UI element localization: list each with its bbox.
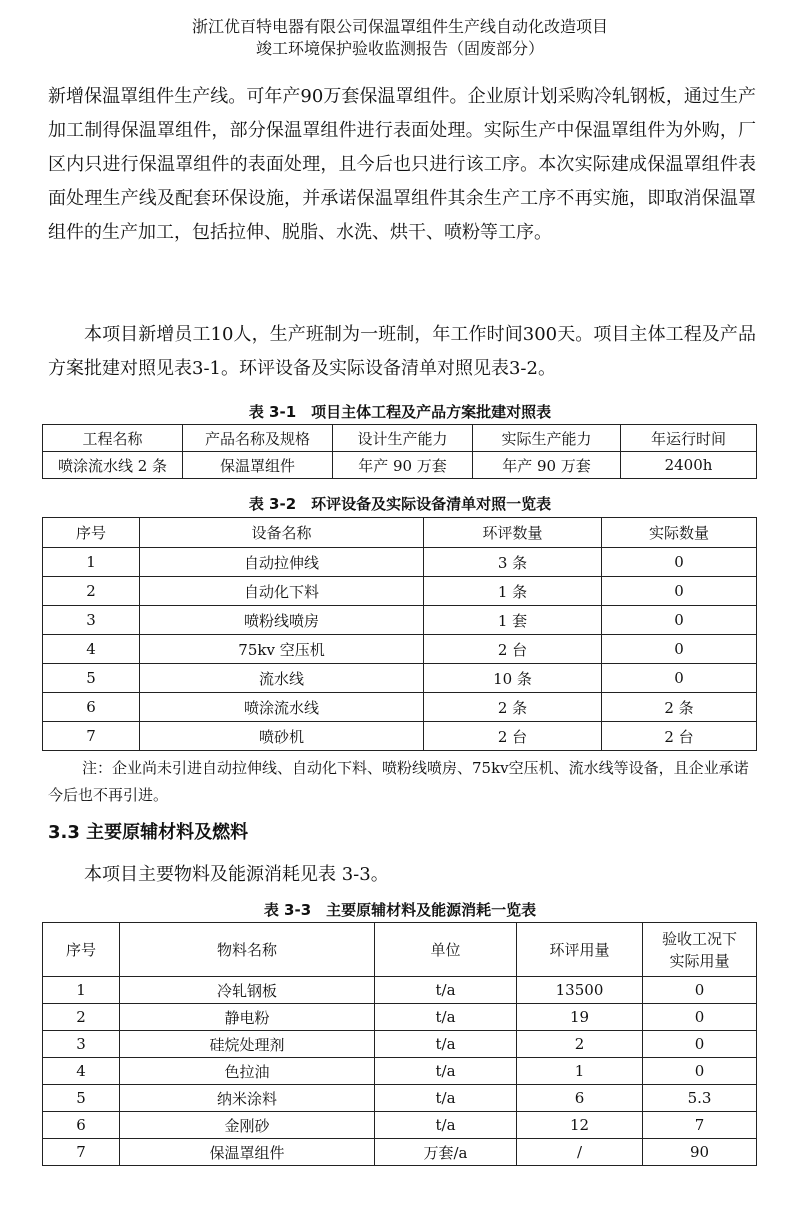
table3-cell: t/a (375, 977, 517, 1004)
table2-header-cell: 序号 (43, 518, 140, 548)
table2-cell: 0 (602, 548, 757, 577)
table1-cell: 喷涂流水线 2 条 (43, 452, 183, 479)
table3-cell: 2 (517, 1031, 643, 1058)
table3-cell: 13500 (517, 977, 643, 1004)
table3-cell: 0 (643, 1004, 757, 1031)
table3-cell: t/a (375, 1031, 517, 1058)
table2-row (43, 693, 757, 722)
table3-cell: 金刚砂 (120, 1112, 375, 1139)
table3-cell: 3 (43, 1031, 120, 1058)
table2-row (43, 635, 757, 664)
table3-cell: 19 (517, 1004, 643, 1031)
header-line-1: 浙江优百特电器有限公司保温罩组件生产线自动化改造项目 (191, 17, 608, 36)
section-intro: 本项目主要物料及能源消耗见表 3-3。 (84, 864, 389, 885)
table2-cell: 2 台 (602, 722, 757, 751)
table2-cell: 0 (602, 577, 757, 606)
table3-header-line: 验收工况下 (661, 929, 737, 948)
table3-cell: 硅烷处理剂 (120, 1031, 375, 1058)
header-line-2: 竣工环境保护验收监测报告（固废部分） (255, 39, 544, 58)
table2-header-row (43, 518, 757, 548)
table1-header-cell: 产品名称及规格 (183, 425, 333, 452)
table2-cell: 0 (602, 635, 757, 664)
table1-cell: 年产 90 万套 (333, 452, 473, 479)
table3-cell: / (517, 1139, 643, 1166)
table2-cell: 10 条 (424, 664, 602, 693)
table3-header-cell: 序号 (43, 923, 120, 977)
table2-cell: 喷涂流水线 (140, 693, 424, 722)
table3-cell: 冷轧钢板 (120, 977, 375, 1004)
table2-row (43, 722, 757, 751)
table-3-1 (42, 424, 757, 479)
table1-header-cell: 设计生产能力 (333, 425, 473, 452)
table2-cell: 3 (43, 606, 140, 635)
table2-cell: 0 (602, 664, 757, 693)
table3-cell: 90 (643, 1139, 757, 1166)
table3-caption: 表 3-3 主要原辅材料及能源消耗一览表 (263, 901, 537, 919)
table2-cell: 7 (43, 722, 140, 751)
table2-cell: 2 (43, 577, 140, 606)
table3-cell: 5.3 (643, 1085, 757, 1112)
table2-cell: 75kv 空压机 (140, 635, 424, 664)
table3-cell: t/a (375, 1112, 517, 1139)
table1-row (43, 452, 757, 479)
table3-header-line: 实际用量 (669, 951, 730, 970)
table3-cell: 4 (43, 1058, 120, 1085)
table2-header-cell: 设备名称 (140, 518, 424, 548)
table3-cell: 12 (517, 1112, 643, 1139)
table3-cell: 静电粉 (120, 1004, 375, 1031)
table1-cell: 年产 90 万套 (473, 452, 621, 479)
table3-row (43, 1004, 757, 1031)
table2-cell: 3 条 (424, 548, 602, 577)
table3-cell: 1 (43, 977, 120, 1004)
table3-row (43, 1058, 757, 1085)
table3-cell: 0 (643, 1058, 757, 1085)
table2-cell: 2 台 (424, 722, 602, 751)
table3-cell: 色拉油 (120, 1058, 375, 1085)
table2-cell: 自动化下料 (140, 577, 424, 606)
table2-note: 注：企业尚未引进自动拉伸线、自动化下料、喷粉线喷房、75kv空压机、流水线等设备，且企业承诺今后也不再引进。 (48, 759, 749, 804)
table2-caption: 表 3-2 环评设备及实际设备清单对照一览表 (248, 495, 552, 513)
table1-header-cell: 工程名称 (43, 425, 183, 452)
table3-cell: 0 (643, 977, 757, 1004)
table3-row (43, 977, 757, 1004)
table2-cell: 2 条 (424, 693, 602, 722)
table2-cell: 自动拉伸线 (140, 548, 424, 577)
table2-row (43, 606, 757, 635)
paragraph-1: 新增保温罩组件生产线。可年产90万套保温罩组件。企业原计划采购冷轧钢板，通过生产加工制得保温罩组件，部分保温罩组件进行表面处理。实际生产中保温罩组件为外购，厂区内只进行保温罩组件的表面处理，且今后也只进行该工序。本次实际建成保温罩组件表面处理生产线及配套环保设施，并承诺保温罩组件其余生产工序不再实施，即取消保温罩组件的生产加工，包括拉伸、脱脂、水洗、烘干、喷粉等工序。 (48, 86, 756, 243)
table3-cell: t/a (375, 1058, 517, 1085)
table3-cell: 6 (43, 1112, 120, 1139)
table2-row (43, 664, 757, 693)
table2-header-cell: 环评数量 (424, 518, 602, 548)
paragraph-2: 本项目新增员工10人，生产班制为一班制，年工作时间300天。项目主体工程及产品方案批建对照见表3-1。环评设备及实际设备清单对照见表3-2。 (48, 324, 756, 379)
table3-cell: 保温罩组件 (120, 1139, 375, 1166)
table3-header-cell: 单位 (375, 923, 517, 977)
table1-cell: 2400h (621, 452, 757, 479)
table3-cell: 2 (43, 1004, 120, 1031)
table3-cell: t/a (375, 1085, 517, 1112)
table2-cell: 喷砂机 (140, 722, 424, 751)
table1-header-cell: 实际生产能力 (473, 425, 621, 452)
table3-header-row (43, 923, 757, 977)
table3-cell: 万套/a (375, 1139, 517, 1166)
table2-cell: 5 (43, 664, 140, 693)
table3-cell: 5 (43, 1085, 120, 1112)
table2-cell: 1 套 (424, 606, 602, 635)
table2-cell: 2 台 (424, 635, 602, 664)
table3-header-cell (643, 923, 757, 977)
table2-cell: 喷粉线喷房 (140, 606, 424, 635)
table2-cell: 6 (43, 693, 140, 722)
table-3-2 (42, 517, 757, 751)
table3-row (43, 1031, 757, 1058)
table2-header-cell: 实际数量 (602, 518, 757, 548)
table3-cell: 纳米涂料 (120, 1085, 375, 1112)
table2-cell: 1 (43, 548, 140, 577)
table3-cell: t/a (375, 1004, 517, 1031)
table3-cell: 1 (517, 1058, 643, 1085)
table3-header-cell: 物料名称 (120, 923, 375, 977)
table3-header-cell: 环评用量 (517, 923, 643, 977)
table1-header-cell: 年运行时间 (621, 425, 757, 452)
table3-cell: 0 (643, 1031, 757, 1058)
table1-caption: 表 3-1 项目主体工程及产品方案批建对照表 (248, 403, 552, 421)
table1-cell: 保温罩组件 (183, 452, 333, 479)
table-3-3 (42, 922, 757, 1166)
table2-cell: 2 条 (602, 693, 757, 722)
table3-row (43, 1085, 757, 1112)
table1-header-row (43, 425, 757, 452)
table2-cell: 4 (43, 635, 140, 664)
table2-row (43, 577, 757, 606)
table3-row (43, 1112, 757, 1139)
table2-cell: 流水线 (140, 664, 424, 693)
section-title: 3.3 主要原辅材料及燃料 (48, 822, 249, 843)
table3-row (43, 1139, 757, 1166)
table2-row (43, 548, 757, 577)
report-header (0, 16, 800, 60)
table2-cell: 0 (602, 606, 757, 635)
table3-cell: 7 (643, 1112, 757, 1139)
table3-cell: 6 (517, 1085, 643, 1112)
table3-cell: 7 (43, 1139, 120, 1166)
table2-cell: 1 条 (424, 577, 602, 606)
